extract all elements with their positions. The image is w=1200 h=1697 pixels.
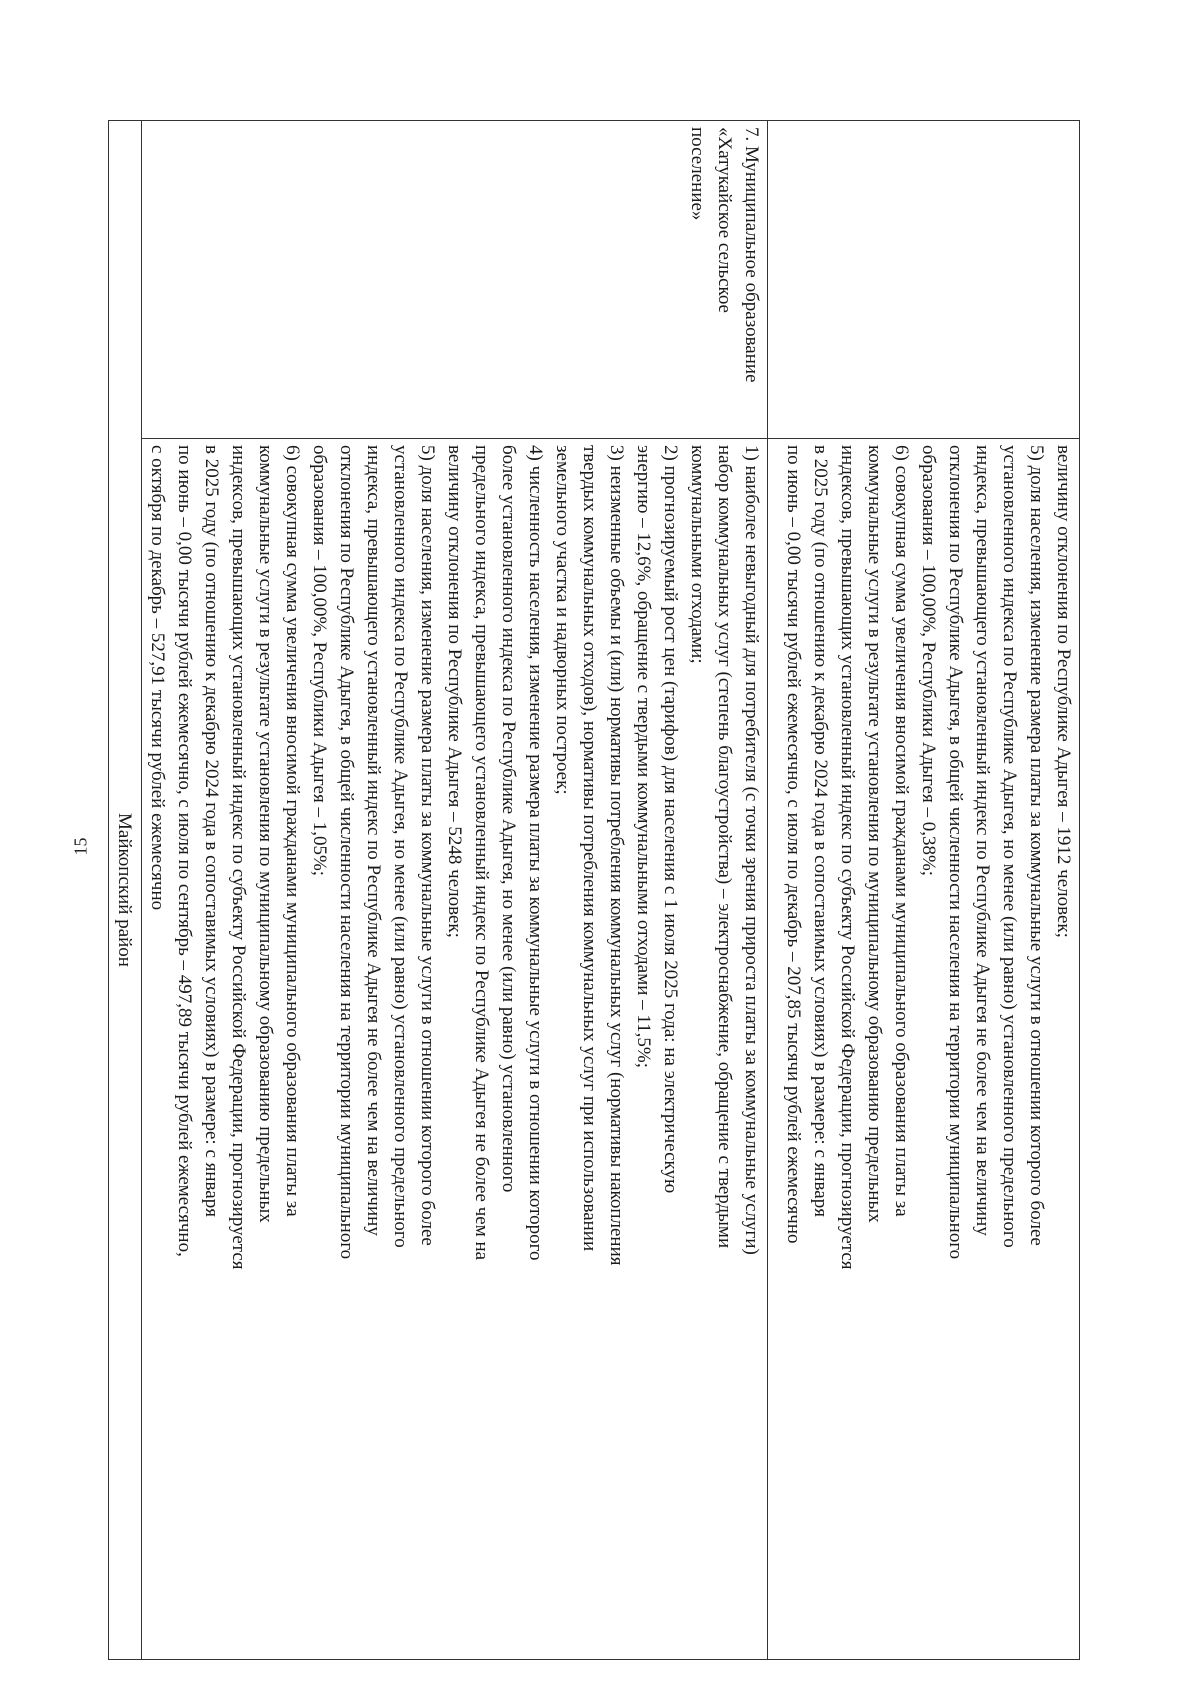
- forecast-line: установленного индекса по Республике Адыгея, но менее (или равно) установленного предельного: [999, 445, 1020, 1248]
- forecast-line: в 2025 году (по отношению к декабрю 2024 года в сопоставимых условиях) в размере: с января: [201, 445, 222, 1217]
- municipality-name-line: «Хатукайское сельское: [714, 127, 735, 313]
- forecast-line: набор коммунальных услуг (степень благоустройства) – электроснабжение, обращение с твердыми: [714, 445, 735, 1249]
- table-row-continuation: [768, 121, 1080, 1660]
- forecast-line: с октября по декабрь – 527,91 тысячи рублей ежемесячно: [147, 445, 168, 911]
- forecast-line: индексов, превышающих установленный индекс по субъекту Российской Федерации, прогнозируется: [228, 445, 249, 1270]
- forecast-line: 2) прогнозируемый рост цен (тарифов) для населения с 1 июля 2025 года: на электрическую: [660, 445, 681, 1194]
- forecast-line: по июнь – 0,00 тысячи рублей ежемесячно, с июля по сентябрь – 497,89 тысячи рублей ежемесячно,: [174, 445, 195, 1257]
- forecast-content-cell: [142, 439, 768, 1660]
- forecast-line: 6) совокупная сумма увеличения вносимой гражданами муниципального образования платы за: [891, 445, 912, 1217]
- forecast-line: индекса, превышающего установленный индекс по Республике Адыгея не более чем на величину: [363, 445, 384, 1236]
- forecast-content-cell: [768, 439, 1080, 1660]
- municipality-name-line: 7. Муниципальное образование: [741, 127, 762, 383]
- forecast-line: отклонения по Республике Адыгея, в общей численности населения на территории муниципального: [945, 445, 966, 1260]
- forecast-line: предельного индекса, превышающего установленный индекс по Республике Адыгея не более чем на: [471, 445, 492, 1261]
- page-number: 15: [70, 837, 91, 856]
- municipality-name-line: поселение»: [687, 127, 708, 221]
- forecast-line: величину отклонения по Республике Адыгея – 1912 человек;: [1053, 445, 1074, 938]
- forecast-line: 6) совокупная сумма увеличения вносимой гражданами муниципального образования платы за: [282, 445, 303, 1217]
- forecast-line: коммунальные услуги в результате установления по муниципальному образованию предельных: [255, 445, 276, 1223]
- forecast-line: твердых коммунальных отходов), нормативы потребления коммунальных услуг при использовании: [579, 445, 600, 1252]
- forecast-line: образования – 100,00%, Республики Адыгея – 1,05%;: [309, 445, 330, 877]
- forecast-line: 5) доля населения, изменение размера платы за коммунальные услуги в отношении которого более: [417, 445, 438, 1246]
- district-heading: Майкопский район: [109, 121, 142, 1660]
- forecast-line: 1) наиболее невыгодный для потребителя (с точки зрения прироста платы за коммунальные услуги): [741, 445, 762, 1255]
- forecast-line: по июнь – 0,00 тысячи рублей ежемесячно, с июля по декабрь – 207,85 тысячи рублей ежемесячно: [783, 445, 804, 1244]
- forecast-table: [108, 120, 1080, 1660]
- table-row-district: [109, 121, 142, 1660]
- forecast-line: 4) численность населения, изменение размера платы за коммунальные услуги в отношении которого: [525, 445, 546, 1261]
- forecast-line: индекса, превышающего установленный индекс по Республике Адыгея не более чем на величину: [972, 445, 993, 1236]
- forecast-line: 3) неизменные объемы и (или) нормативы потребления коммунальных услуг (нормативы накопления: [606, 445, 627, 1266]
- forecast-line: 5) доля населения, изменение размера платы за коммунальные услуги в отношении которого более: [1026, 445, 1047, 1246]
- forecast-line: величину отклонения по Республике Адыгея – 5248 человек;: [444, 445, 465, 938]
- forecast-line: энергию – 12,6%, обращение с твердыми коммунальными отходами – 11,5%;: [633, 445, 654, 1069]
- municipality-name-cell: [768, 121, 1080, 439]
- forecast-line: земельного участка и надворных построек;: [552, 445, 573, 795]
- forecast-line: коммунальными отходами;: [687, 445, 708, 664]
- forecast-line: отклонения по Республике Адыгея, в общей численности населения на территории муниципального: [336, 445, 357, 1260]
- rotated-page: [114, 120, 1080, 1660]
- forecast-line: коммунальные услуги в результате установления по муниципальному образованию предельных: [864, 445, 885, 1223]
- forecast-line: в 2025 году (по отношению к декабрю 2024 года в сопоставимых условиях) в размере: с января: [810, 445, 831, 1217]
- forecast-line: более установленного индекса по Республике Адыгея, но менее (или равно) установленного: [498, 445, 519, 1193]
- forecast-line: образования – 100,00%, Республики Адыгея – 0,38%;: [918, 445, 939, 877]
- municipality-name-cell: [142, 121, 768, 439]
- forecast-line: установленного индекса по Республике Адыгея, но менее (или равно) установленного предельного: [390, 445, 411, 1248]
- forecast-line: индексов, превышающих установленный индекс по субъекту Российской Федерации, прогнозируется: [837, 445, 858, 1270]
- table-row-khatukay: [142, 121, 768, 1660]
